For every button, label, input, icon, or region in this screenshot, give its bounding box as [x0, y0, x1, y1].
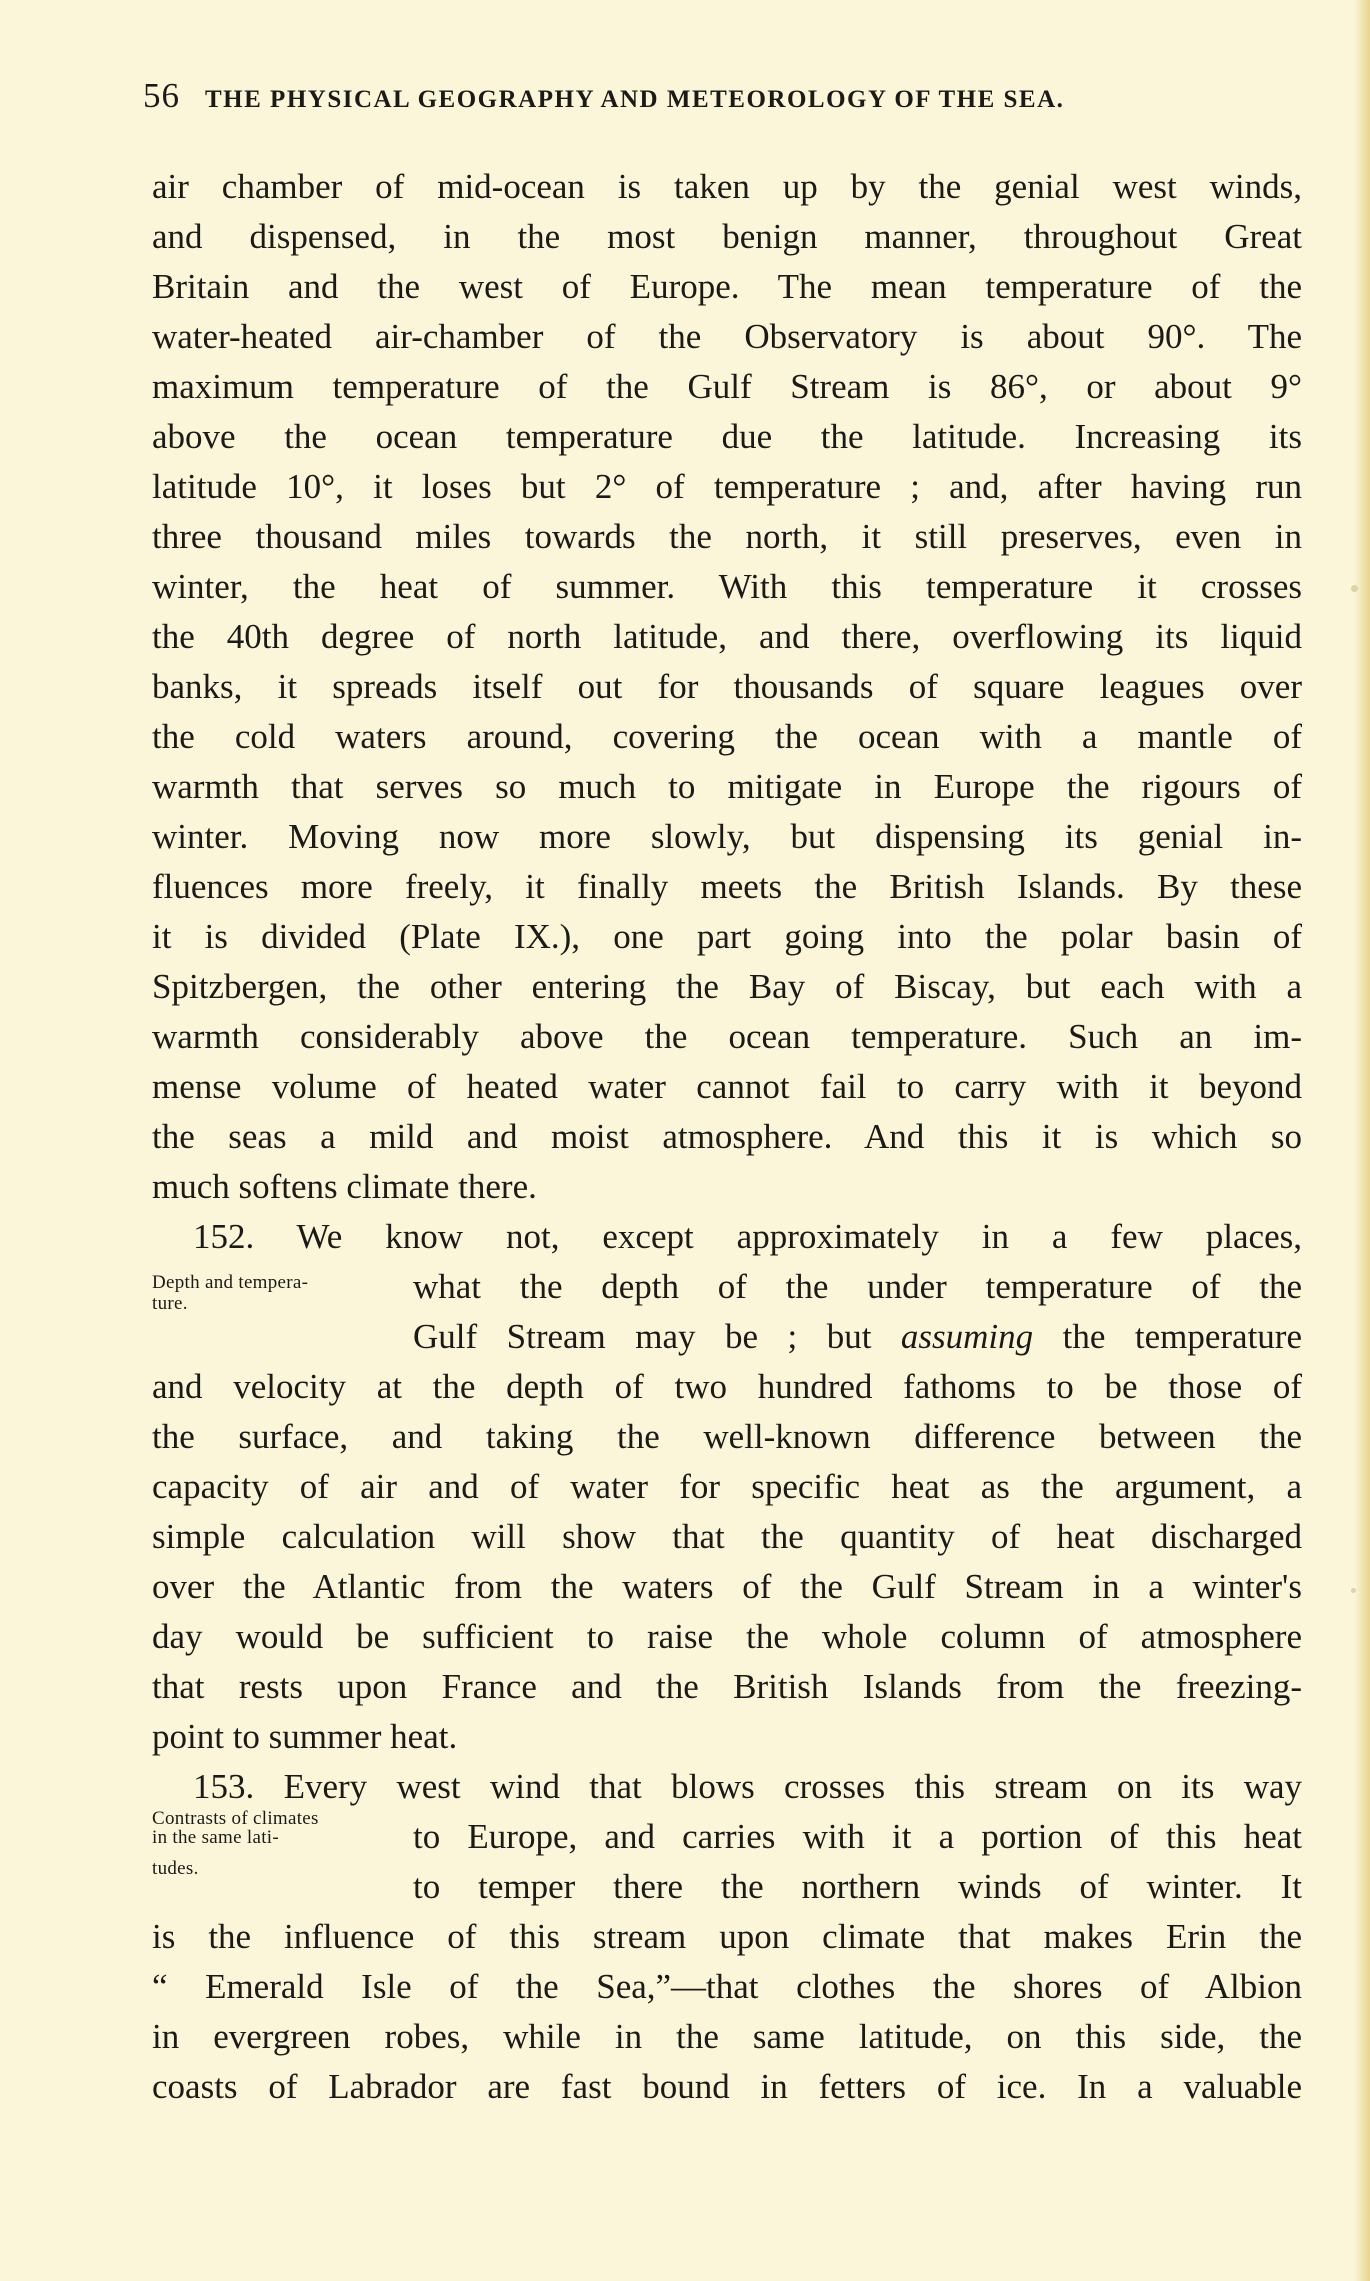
page-edge-shadow: [1354, 0, 1370, 2281]
text-line: warmth that serves so much to mitigate in Europe the rigours of: [152, 767, 1302, 806]
text-line: in evergreen robes, while in the same latitude, on this side, the: [152, 2017, 1302, 2056]
text-line: Spitzbergen, the other entering the Bay of Biscay, but each with a: [152, 967, 1302, 1006]
paper-speck: [1351, 1588, 1356, 1593]
page-number: 56: [143, 76, 180, 115]
text-line: coasts of Labrador are fast bound in fetters of ice. In a valuable: [152, 2067, 1302, 2106]
text-line: capacity of air and of water for specific heat as the argument, a: [152, 1467, 1302, 1506]
text-line: three thousand miles towards the north, it still preserves, even in: [152, 517, 1302, 556]
text-line: over the Atlantic from the waters of the Gulf Stream in a winter's: [152, 1567, 1302, 1606]
text-line: water-heated air-chamber of the Observatory is about 90°. The: [152, 317, 1302, 356]
text-line: above the ocean temperature due the latitude. Increasing its: [152, 417, 1302, 456]
text-line: to temper there the northern winds of winter. It: [413, 1867, 1302, 1906]
running-title: THE PHYSICAL GEOGRAPHY AND METEOROLOGY OF THE SEA.: [205, 86, 1065, 113]
text-line: point to summer heat.: [152, 1717, 458, 1756]
side-note-line: Depth and tempera-: [152, 1272, 309, 1293]
text-line: it is divided (Plate IX.), one part going into the polar basin of: [152, 917, 1302, 956]
text-line: Britain and the west of Europe. The mean temperature of the: [152, 267, 1302, 306]
paper-speck: [1351, 585, 1358, 592]
side-note-line: Contrasts of climates: [152, 1808, 319, 1829]
text-line: day would be sufficient to raise the whole column of atmosphere: [152, 1617, 1302, 1656]
running-head: [143, 76, 1064, 116]
text-line: what the depth of the under temperature of the: [413, 1267, 1302, 1306]
text-line: that rests upon France and the British Islands from the freezing-: [152, 1667, 1302, 1706]
text-line: and dispensed, in the most benign manner, throughout Great: [152, 217, 1302, 256]
text-line: simple calculation will show that the quantity of heat discharged: [152, 1517, 1302, 1556]
text-line: “ Emerald Isle of the Sea,”—that clothes the shores of Albion: [152, 1967, 1302, 2006]
side-note-line: ture.: [152, 1293, 188, 1314]
text-line: the 40th degree of north latitude, and there, overflowing its liquid: [152, 617, 1302, 656]
text-line: fluences more freely, it finally meets the British Islands. By these: [152, 867, 1302, 906]
text-line: much softens climate there.: [152, 1167, 537, 1206]
text-line: is the influence of this stream upon climate that makes Erin the: [152, 1917, 1302, 1956]
paragraph-152-first-line: 152. We know not, except approximately in a few places,: [193, 1217, 1302, 1256]
text-line: the seas a mild and moist atmosphere. And this it is which so: [152, 1117, 1302, 1156]
text-run: Gulf Stream may be ; but: [413, 1317, 901, 1356]
text-line: banks, it spreads itself out for thousands of square leagues over: [152, 667, 1302, 706]
text-line: the cold waters around, covering the ocean with a mantle of: [152, 717, 1302, 756]
text-line: maximum temperature of the Gulf Stream is 86°, or about 9°: [152, 367, 1302, 406]
text-run: the temperature: [1033, 1317, 1302, 1356]
text-line: latitude 10°, it loses but 2° of temperature ; and, after having run: [152, 467, 1302, 506]
text-line: winter, the heat of summer. With this temperature it crosses: [152, 567, 1302, 606]
text-line: to Europe, and carries with it a portion of this heat: [413, 1817, 1302, 1856]
side-note-line: in the same lati-: [152, 1827, 279, 1848]
text-line: mense volume of heated water cannot fail to carry with it beyond: [152, 1067, 1302, 1106]
text-line: warmth considerably above the ocean temperature. Such an im-: [152, 1017, 1302, 1056]
side-note-line: tudes.: [152, 1858, 199, 1879]
paragraph-153-first-line: 153. Every west wind that blows crosses this stream on its way: [193, 1767, 1302, 1806]
text-line: [413, 1312, 1302, 1362]
text-line: the surface, and taking the well-known difference between the: [152, 1417, 1302, 1456]
italic-word: assuming: [900, 1317, 1034, 1356]
text-line: air chamber of mid-ocean is taken up by the genial west winds,: [152, 167, 1302, 206]
text-line: winter. Moving now more slowly, but dispensing its genial in-: [152, 817, 1302, 856]
text-line: and velocity at the depth of two hundred fathoms to be those of: [152, 1367, 1302, 1406]
